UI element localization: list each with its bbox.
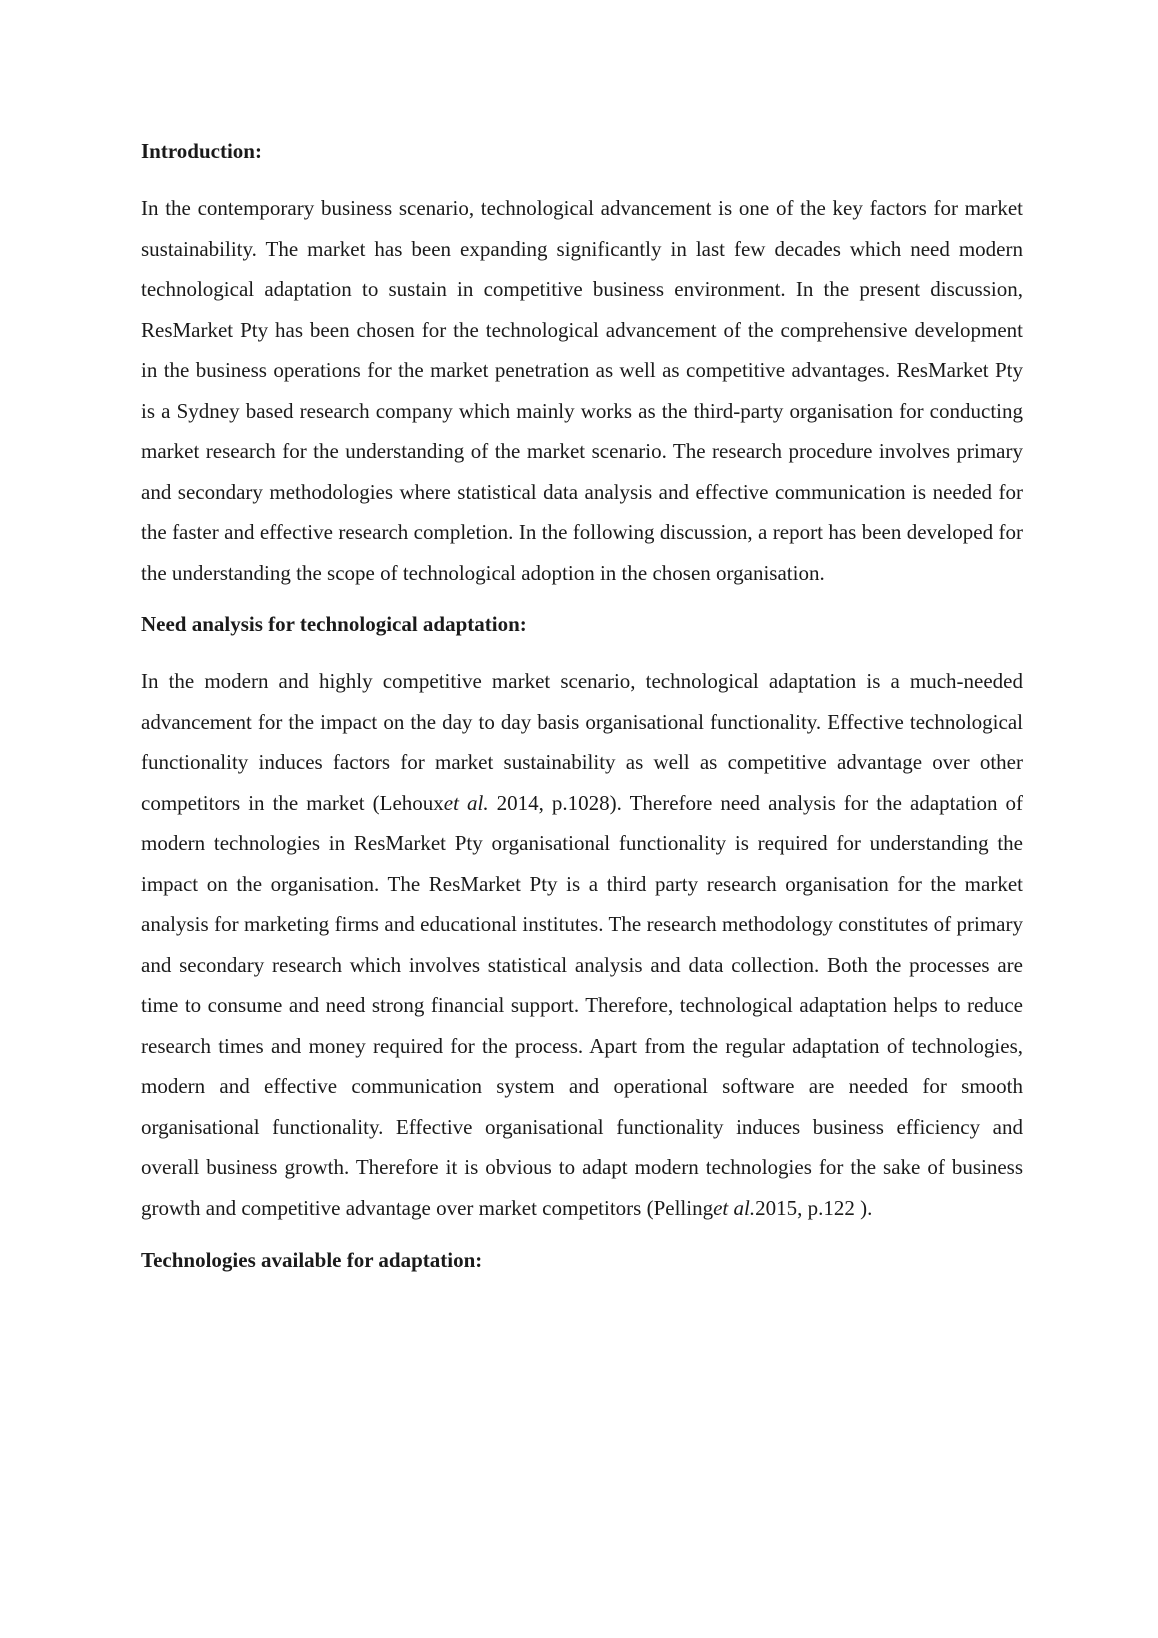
document-page xyxy=(141,136,1023,1275)
citation-year-page: 2014, p.1028 xyxy=(488,790,610,815)
citation-etal: et al. xyxy=(713,1195,756,1220)
paragraph-text-c: ). xyxy=(860,1195,873,1220)
citation-lehoux xyxy=(380,791,610,815)
paragraph-text-a: In the modern and highly competitive market scenario, technological adaptation is a much-needed advancement for the impact on the day to day basis organisational functionality. Effective technological functionality induces factors for market sustainability as well as competitive advantage over other competitors in the market ( xyxy=(141,669,1023,815)
paragraph-need-analysis xyxy=(141,661,1023,1228)
citation-year-page: 2015, p.122 xyxy=(755,1195,861,1220)
heading-need-analysis: Need analysis for technological adaptation: xyxy=(141,612,527,636)
paragraph-text-b: ). Therefore need analysis for the adaptation of modern technologies in ResMarket Pty organisational functionality is required for understanding the impact on the organisation. The ResMarket Pty is a third party research organisation for the market analysis for marketing firms and educational institutes. The research methodology constitutes of primary and secondary research which involves statistical analysis and data collection. Both the processes are time to consume and need strong financial support. Therefore, technological adaptation helps to reduce research times and money required for the process. Apart from the regular adaptation of technologies, modern and effective communication system and operational software are needed for smooth organisational functionality. Effective organisational functionality induces business efficiency and overall business growth. Therefore it is obvious to adapt modern technologies for the sake of business growth and competitive advantage over market competitors ( xyxy=(141,790,1024,1220)
citation-etal: et al. xyxy=(443,790,489,815)
paragraph-introduction: In the contemporary business scenario, technological advancement is one of the key factors for market sustainability. The market has been expanding significantly in last few decades which need modern technological adaptation to sustain in competitive business environment. In the present discussion, ResMarket Pty has been chosen for the technological advancement of the comprehensive development in the business operations for the market penetration as well as competitive advantages. ResMarket Pty is a Sydney based research company which mainly works as the third-party organisation for conducting market research for the understanding of the market scenario. The research procedure involves primary and secondary methodologies where statistical data analysis and effective communication is needed for the faster and effective research completion. In the following discussion, a report has been developed for the understanding the scope of technological adoption in the chosen organisation. xyxy=(141,196,1023,585)
citation-pelling xyxy=(654,1196,861,1220)
citation-author: Pelling xyxy=(653,1195,714,1220)
heading-introduction: Introduction: xyxy=(141,139,262,163)
citation-author: Lehoux xyxy=(379,790,444,815)
heading-technologies-available: Technologies available for adaptation: xyxy=(141,1248,483,1272)
